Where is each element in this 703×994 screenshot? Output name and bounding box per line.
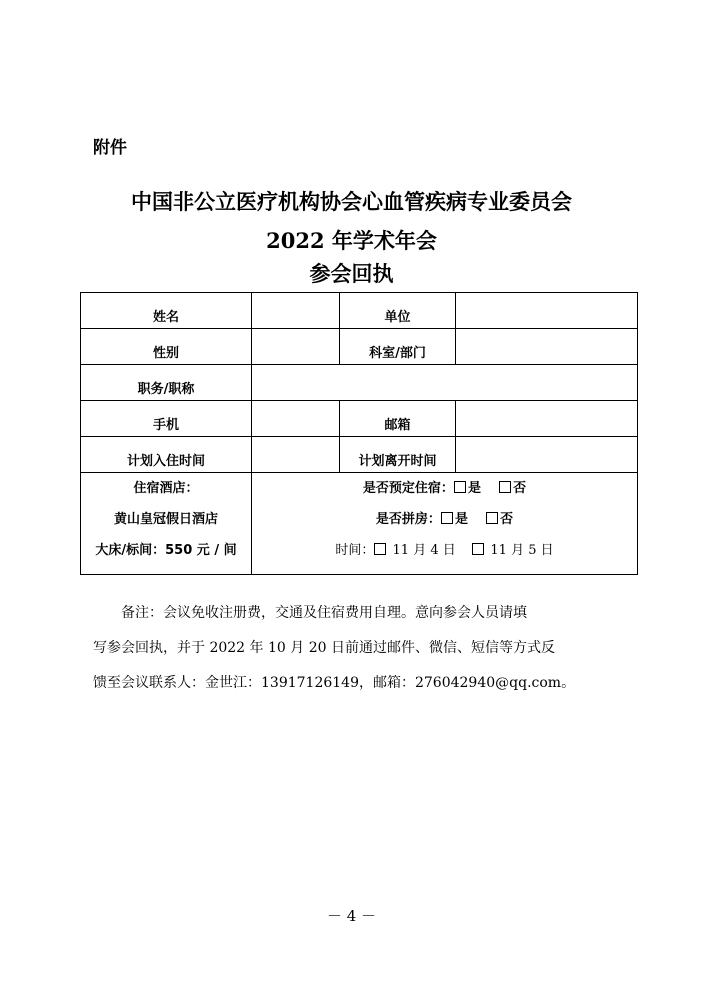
hotel-name: 黄山皇冠假日酒店 [113, 512, 218, 527]
checkout-label-cell [340, 437, 456, 473]
department-input-cell[interactable] [456, 329, 638, 365]
date-2-checkbox[interactable] [472, 543, 484, 555]
reserve-row [252, 473, 637, 504]
note-line-2: 写参会回执，并于 2022 年 10 月 20 日前通过邮件、微信、短信等方式反 [93, 640, 555, 656]
phone-input-cell[interactable] [252, 401, 340, 437]
table-row [81, 401, 638, 437]
document-subtitle: 2022 年学术年会 [266, 228, 437, 253]
checkout-label: 计划离开时间 [358, 454, 437, 469]
unit-input-cell[interactable] [456, 293, 638, 329]
name-input-cell[interactable] [252, 293, 340, 329]
table-row [81, 365, 638, 401]
gender-input-cell[interactable] [252, 329, 340, 365]
date-1-label: 11 月 4 日 [392, 543, 456, 558]
checkout-input-cell[interactable] [456, 437, 638, 473]
phone-label: 手机 [152, 418, 179, 433]
unit-label: 单位 [384, 310, 411, 325]
email-label: 邮箱 [384, 418, 411, 433]
table-row [81, 293, 638, 329]
phone-label-cell [81, 401, 252, 437]
reserve-question: 是否预定住宿： [362, 481, 454, 496]
note-line-1: 备注：会议免收注册费，交通及住宿费用自理。意向参会人员请填 [121, 605, 527, 621]
share-no-checkbox[interactable] [486, 512, 498, 524]
table-row [81, 329, 638, 365]
position-label-cell [81, 365, 252, 401]
registration-form-table [80, 292, 638, 575]
note-line-3: 馈至会议联系人：金世江：13917126149，邮箱：276042940@qq.com。 [93, 675, 576, 691]
remarks-paragraph [93, 596, 633, 701]
email-input-cell[interactable] [456, 401, 638, 437]
position-label: 职务/职称 [137, 382, 195, 397]
name-label: 姓名 [152, 310, 179, 325]
date-1-checkbox[interactable] [374, 543, 386, 555]
share-question: 是否拼房： [375, 512, 441, 527]
share-yes-checkbox[interactable] [441, 512, 453, 524]
hotel-price: 大床/标间：550 元 / 间 [95, 543, 237, 558]
date-2-label: 11 月 5 日 [490, 543, 554, 558]
table-row [81, 473, 638, 575]
department-label: 科室/部门 [369, 346, 426, 361]
document-title: 中国非公立医疗机构协会心血管疾病专业委员会 [131, 190, 572, 214]
reserve-no-checkbox[interactable] [499, 481, 511, 493]
checkin-label: 计划入住时间 [126, 454, 205, 469]
reserve-no-label: 否 [513, 481, 527, 496]
share-room-row [252, 504, 637, 535]
name-label-cell [81, 293, 252, 329]
form-title: 参会回执 [309, 262, 394, 286]
page-number: － 4 － [326, 907, 377, 925]
reserve-yes-label: 是 [467, 481, 481, 496]
checkin-label-cell [81, 437, 252, 473]
gender-label: 性别 [152, 346, 179, 361]
hotel-label: 住宿酒店： [133, 481, 199, 496]
share-yes-label: 是 [454, 512, 468, 527]
position-input-cell[interactable] [252, 365, 638, 401]
checkin-input-cell[interactable] [252, 437, 340, 473]
hotel-options-cell [252, 473, 638, 575]
gender-label-cell [81, 329, 252, 365]
time-label: 时间： [335, 543, 375, 558]
unit-label-cell [340, 293, 456, 329]
share-no-label: 否 [500, 512, 514, 527]
date-row [252, 535, 637, 566]
email-label-cell [340, 401, 456, 437]
reserve-yes-checkbox[interactable] [454, 481, 466, 493]
department-label-cell [340, 329, 456, 365]
table-row [81, 437, 638, 473]
hotel-info-cell [81, 473, 252, 575]
attachment-label: 附件 [93, 138, 127, 158]
